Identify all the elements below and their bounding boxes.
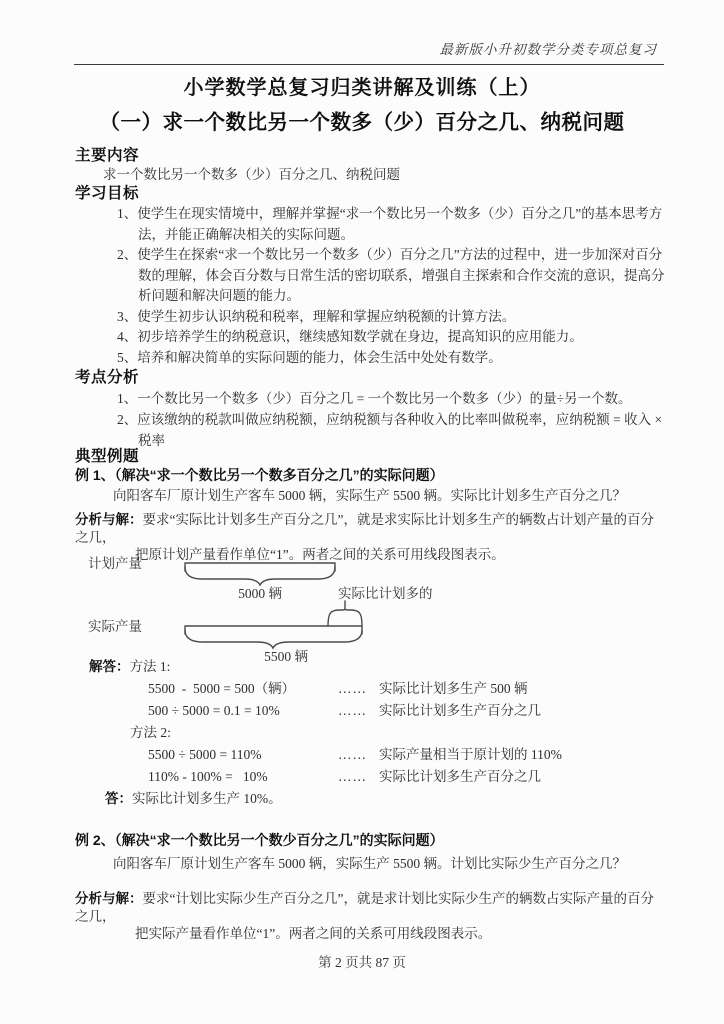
analysis-line1 [75,890,665,925]
solution-row [148,744,665,766]
example2-title: 例 2、（解决“求一个数比另一个数少百分之几”的实际问题） [75,832,444,848]
equation: 5500 ÷ 5000 = 110% [148,747,262,762]
answer-label: 答： [105,791,132,806]
solution-row [148,678,665,700]
analysis-label: 分析与解： [75,891,143,906]
header-divider [74,64,664,65]
ellipsis: …… [338,769,367,784]
goals-list [75,204,665,368]
equation-note: 实际比计划多生产百分之几 [379,703,541,718]
content-body [75,146,665,451]
equation: 500 ÷ 5000 = 0.1 = 10% [148,703,280,718]
analysis-line1 [75,511,665,546]
method2-label: 方法 2: [130,725,171,740]
extra-overbrace [328,601,362,626]
equation: 5500 - 5000 = 500（辆） [148,681,296,696]
answer-text: 实际比计划多生产 10%。 [132,791,282,806]
section-heading-analysis: 考点分析 [75,369,140,386]
analysis-text: 要求“实际比计划多生产百分之几”，就是求实际比计划多生产的辆数占计划产量的百分之几， [75,512,654,545]
plan-segment-line [185,563,335,571]
running-header: 最新版小升初数学分类专项总复习 [439,42,657,57]
actual-value-label: 5500 辆 [264,649,308,664]
solution-row [148,700,665,722]
example1-title: 例 1、（解决“求一个数比另一个数多百分之几”的实际问题） [75,467,444,483]
actual-segment-line [185,626,362,634]
analysis-label: 分析与解： [75,512,143,527]
plan-underbrace [185,567,335,585]
doc-title: 小学数学总复习归类讲解及训练（上） [183,77,541,99]
analysis-line2: 把实际产量看作单位“1”。两者之间的关系可用线段图表示。 [135,926,492,941]
equation: 110% - 100% = 10% [148,769,268,784]
answer-line [105,788,665,810]
list-item: 5、培养和解决简单的实际问题的能力，体会生活中处处有数学。 [117,349,502,365]
solution-label-line [89,656,665,678]
section-heading-examples: 典型例题 [75,448,140,465]
section-heading-goals: 学习目标 [75,185,140,202]
example2-analysis [75,890,665,943]
equation-note: 实际产量相当于原计划的 110% [379,747,562,762]
list-item: 1、一个数比另一个数多（少）百分之几 = 一个数比另一个数多（少）的量÷另一个数。 [117,391,632,406]
example2-problem: 向阳客车厂原计划生产客车 5000 辆，实际生产 5500 辆。计划比实际少生产百分之几？ [113,856,626,871]
equation-note: 实际比计划多生产百分之几 [379,769,541,784]
equation-note: 实际比计划多生产 500 辆 [379,681,528,696]
page-number: 第 2 页共 87 页 [318,955,406,970]
actual-underbrace [185,630,362,648]
solution-label: 解答： [89,659,130,674]
main-content-text: 求一个数比另一个数多（少）百分之几、纳税问题 [103,167,400,182]
list-item: 3、使学生初步认识纳税和税率，理解和掌握应纳税额的计算方法。 [117,308,516,324]
analysis-text: 要求“计划比实际少生产百分之几”，就是求计划比实际少生产的辆数占实际产量的百分之几， [75,891,654,924]
ellipsis: …… [338,681,367,696]
method1-label: 方法 1: [129,659,171,674]
plan-value-label: 5000 辆 [238,586,282,601]
list-item: 2、使学生在探索“求一个数比另一个数多（少）百分之几”方法的过程中，进一步加深对百分数的理解，体会百分数与日常生活的密切联系，增强自主探索和合作交流的意识，提高分析问题和解决问题的能力。 [117,247,665,303]
example1-solution [75,656,665,810]
section-heading-main-content: 主要内容 [75,147,140,164]
list-item: 2、应该缴纳的税款叫做应纳税额，应纳税额与各种收入的比率叫做税率，应纳税额 = 收入 × 税率 [117,412,663,448]
ellipsis: …… [338,747,367,762]
actual-label: 实际产量 [88,619,142,634]
example1-problem: 向阳客车厂原计划生产客车 5000 辆，实际生产 5500 辆。实际比计划多生产百分之几？ [113,488,626,503]
ellipsis: …… [338,703,367,718]
analysis-list [75,388,665,451]
segment-diagram [60,551,530,665]
list-item: 4、初步培养学生的纳税意识，继续感知数学就在身边，提高知识的应用能力。 [117,329,583,344]
solution-row [148,766,665,788]
extra-label: 实际比计划多的 [338,586,433,601]
analysis-line2: 把原计划产量看作单位“1”。两者之间的关系可用线段图表示。 [135,547,505,562]
doc-subtitle: （一）求一个数比另一个数多（少）百分之几、纳税问题 [99,111,625,134]
plan-label: 计划产量 [88,556,142,571]
list-item: 1、使学生在现实情境中，理解并掌握“求一个数比另一个数多（少）百分之几”的基本思考方法，并能正确解决相关的实际问题。 [117,206,663,242]
